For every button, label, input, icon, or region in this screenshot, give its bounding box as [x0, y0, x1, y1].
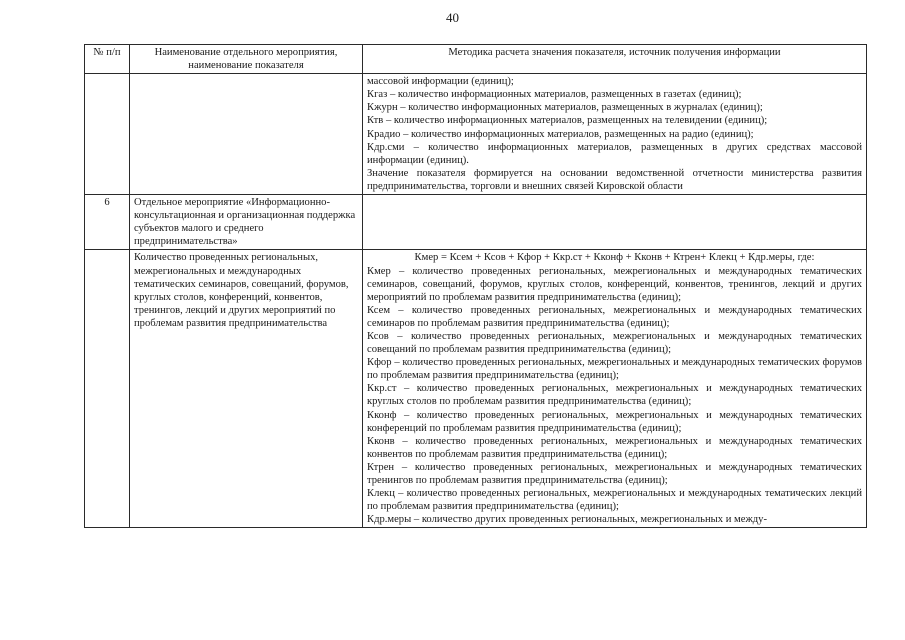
method-line: Ккр.ст – количество проведенных региональных, межрегиональных и международных тематических круглых столов по проблемам развития предпринимательства (единиц); — [367, 383, 862, 408]
method-line: Крадио – количество информационных материалов, размещенных на радио (единиц); — [367, 128, 754, 140]
row-method — [363, 74, 867, 195]
row-name: Количество проведенных региональных, межрегиональных и международных тематических семинаров, совещаний, форумов, круглых столов, конференций, конвентов, тренингов, лекций и других мероприятий по проблемам развития предпринимательства — [130, 250, 363, 528]
method-line: Ксов – количество проведенных региональных, межрегиональных и международных тематических совещаний по проблемам развития предпринимательства (единиц); — [367, 330, 862, 356]
row-name — [130, 74, 363, 195]
method-line: Кдр.меры – количество других проведенных региональных, межрегиональных и между- — [367, 514, 767, 526]
method-line: Значение показателя формируется на основании ведомственной отчетности министерства развития предпринимательства, торговли и внешних связей Кировской области — [367, 167, 862, 192]
header-method: Методика расчета значения показателя, источник получения информации — [363, 45, 867, 74]
method-line: Кжурн – количество информационных материалов, размещенных в журналах (единиц); — [367, 102, 763, 114]
table-header-row — [85, 45, 867, 74]
method-line: Кдр.сми – количество информационных материалов, размещенных в других средствах массовой информации (единиц). — [367, 141, 862, 166]
method-line: Ктрен – количество проведенных региональных, межрегиональных и международных тематических тренингов по проблемам развития предпринимательства (единиц); — [367, 461, 862, 486]
row-num: 6 — [85, 195, 130, 250]
row-num — [85, 250, 130, 528]
formula: Кмер = Ксем + Ксов + Кфор + Ккр.ст + Кконф + Кконв + Ктрен+ Клекц + Кдр.меры, где: — [414, 252, 815, 264]
table-row — [85, 195, 867, 250]
method-line: Кгаз – количество информационных материалов, размещенных в газетах (единиц); — [367, 89, 742, 101]
row-method — [363, 195, 867, 250]
method-line: массовой информации (единиц); — [367, 76, 514, 88]
method-line: Кмер – количество проведенных региональных, межрегиональных и международных тематических семинаров, совещаний, форумов, круглых столов, конференций, конвентов, тренингов, лекций и других мероприятий по проблемам развития предпринимательства (единиц); — [367, 265, 862, 303]
method-line: Кфор – количество проведенных региональных, межрегиональных и международных тематических форумов по проблемам развития предпринимательства (единиц); — [367, 357, 862, 382]
row-num — [85, 74, 130, 195]
header-num: № п/п — [85, 45, 130, 74]
table-row — [85, 74, 867, 195]
row-name: Отдельное мероприятие «Информационно-консультационная и организационная поддержка субъектов малого и среднего предпринимательства» — [130, 195, 363, 250]
method-line: Кконф – количество проведенных региональных, межрегиональных и международных тематических конференций по проблемам развития предпринимательства (единиц); — [367, 409, 862, 434]
indicator-table — [84, 44, 867, 528]
page-number: 40 — [446, 10, 459, 25]
method-line: Кконв – количество проведенных региональных, межрегиональных и международных тематических конвентов по проблемам развития предпринимательства (единиц); — [367, 435, 862, 460]
method-line: Ксем – количество проведенных региональных, межрегиональных и международных тематических семинаров по проблемам развития предпринимательства (единиц); — [367, 304, 862, 329]
row-method — [363, 250, 867, 528]
header-name: Наименование отдельного мероприятия, наименование показателя — [130, 45, 363, 74]
method-line: Клекц – количество проведенных региональных, межрегиональных и международных тематических лекций по проблемам развития предпринимательства (единиц); — [367, 488, 862, 513]
method-line: Ктв – количество информационных материалов, размещенных на телевидении (единиц); — [367, 115, 768, 127]
table-row — [85, 250, 867, 528]
